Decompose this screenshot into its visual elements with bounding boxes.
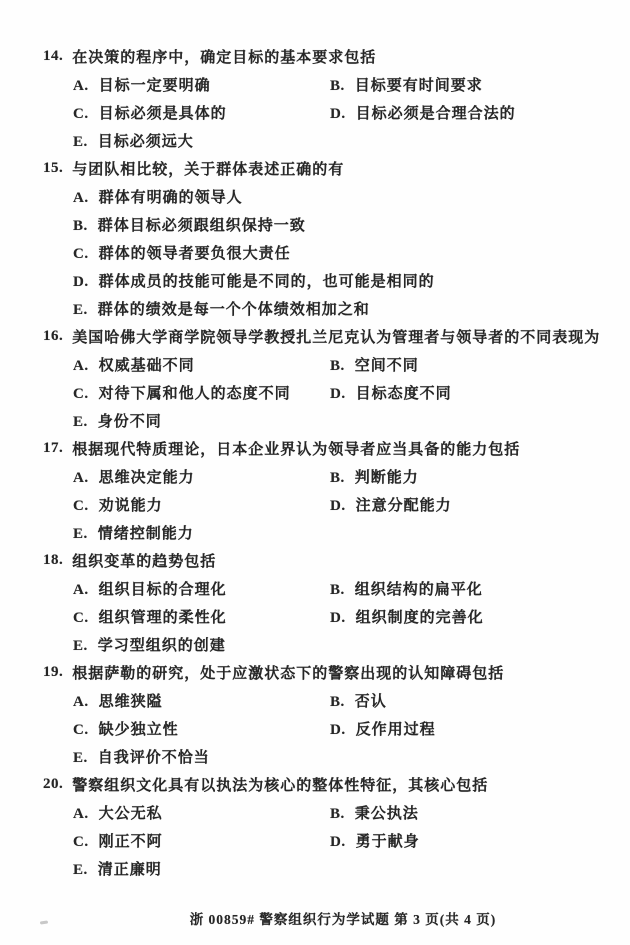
option-text: 目标态度不同 <box>355 385 452 402</box>
option <box>330 74 483 95</box>
question <box>0 770 630 882</box>
option <box>330 494 452 515</box>
option-letter: D. <box>330 385 346 402</box>
option-letter: B. <box>330 693 345 710</box>
option-text: 思维狭隘 <box>98 693 163 710</box>
question-text: 美国哈佛大学商学院领导学教授扎兰尼克认为管理者与领导者的不同表现为 <box>72 329 601 346</box>
option <box>73 466 330 487</box>
option-text: 群体的绩效是每一个个体绩效相加之和 <box>97 301 370 318</box>
question-text: 与团队相比较，关于群体表述正确的有 <box>72 161 345 178</box>
option-row <box>0 462 630 490</box>
option-text: 组织制度的完善化 <box>355 609 484 626</box>
option-text: 目标要有时间要求 <box>354 77 483 94</box>
option <box>73 102 330 123</box>
option-row <box>0 686 630 714</box>
option-letter: C. <box>73 833 89 850</box>
option-letter: A. <box>73 469 89 486</box>
option-row <box>0 182 630 210</box>
question-header <box>0 546 630 574</box>
question-number: 14. <box>43 47 64 64</box>
option <box>73 298 370 319</box>
option-text: 群体有明确的领导人 <box>98 189 243 206</box>
option-letter: C. <box>73 721 89 738</box>
option <box>73 522 194 543</box>
option <box>330 802 419 823</box>
option-text: 思维决定能力 <box>98 469 195 486</box>
question-header <box>0 42 630 70</box>
question-text: 根据现代特质理论，日本企业界认为领导者应当具备的能力包括 <box>72 441 521 458</box>
option <box>73 74 330 95</box>
option-row <box>0 406 630 434</box>
option <box>73 858 162 879</box>
question-header <box>0 770 630 798</box>
option <box>73 410 162 431</box>
option-letter: E. <box>73 861 88 878</box>
option-letter: B. <box>330 469 345 486</box>
option-text: 清正廉明 <box>97 861 162 878</box>
option-text: 判断能力 <box>354 469 419 486</box>
question-text: 在决策的程序中，确定目标的基本要求包括 <box>72 49 377 66</box>
option-text: 群体成员的技能可能是不同的，也可能是相同的 <box>98 273 435 290</box>
option-letter: E. <box>73 525 88 542</box>
option-text: 大公无私 <box>98 805 163 822</box>
option-letter: B. <box>73 217 88 234</box>
question-text: 警察组织文化具有以执法为核心的整体性特征，其核心包括 <box>72 777 489 794</box>
option-text: 目标必须是合理合法的 <box>355 105 516 122</box>
option-text: 组织目标的合理化 <box>98 581 227 598</box>
option <box>73 606 330 627</box>
question <box>0 322 630 434</box>
option-letter: E. <box>73 637 88 654</box>
option-letter: C. <box>73 497 89 514</box>
option-letter: E. <box>73 301 88 318</box>
option-letter: D. <box>330 105 346 122</box>
option-letter: A. <box>73 693 89 710</box>
question <box>0 658 630 770</box>
option <box>330 606 484 627</box>
question-number: 16. <box>43 327 64 344</box>
option <box>330 466 419 487</box>
option-row <box>0 210 630 238</box>
option-row <box>0 574 630 602</box>
option <box>330 578 483 599</box>
option-text: 组织结构的扁平化 <box>354 581 483 598</box>
option-text: 目标必须是具体的 <box>98 105 227 122</box>
option-row <box>0 854 630 882</box>
option-letter: D. <box>73 273 89 290</box>
option <box>73 382 330 403</box>
option-text: 学习型组织的创建 <box>97 637 226 654</box>
option-text: 否认 <box>354 693 387 710</box>
option <box>330 690 387 711</box>
question <box>0 42 630 154</box>
question-number: 15. <box>43 159 64 176</box>
option-row <box>0 798 630 826</box>
option-text: 勇于献身 <box>355 833 420 850</box>
option <box>73 186 243 207</box>
option <box>73 214 306 235</box>
option-text: 情绪控制能力 <box>97 525 194 542</box>
question-header <box>0 154 630 182</box>
option <box>73 690 330 711</box>
option-row <box>0 378 630 406</box>
option-text: 群体的领导者要负很大责任 <box>98 245 291 262</box>
option-letter: A. <box>73 581 89 598</box>
option-row <box>0 714 630 742</box>
option <box>73 746 210 767</box>
option-row <box>0 98 630 126</box>
option-text: 反作用过程 <box>355 721 436 738</box>
option <box>73 270 435 291</box>
option <box>73 830 330 851</box>
option-letter: B. <box>330 581 345 598</box>
option-letter: C. <box>73 385 89 402</box>
page-footer <box>0 908 630 928</box>
option-row <box>0 238 630 266</box>
option-letter: A. <box>73 77 89 94</box>
option-text: 目标一定要明确 <box>98 77 211 94</box>
option-text: 刚正不阿 <box>98 833 163 850</box>
option-row <box>0 518 630 546</box>
option-row <box>0 602 630 630</box>
option-letter: C. <box>73 245 89 262</box>
question-header <box>0 658 630 686</box>
option-text: 权威基础不同 <box>98 357 195 374</box>
option-letter: D. <box>330 497 346 514</box>
footer-text: 浙 00859# 警察组织行为学试题 第 3 页(共 4 页) <box>189 912 497 927</box>
option <box>330 830 420 851</box>
option <box>330 718 436 739</box>
option <box>73 802 330 823</box>
option-letter: C. <box>73 609 89 626</box>
option-row <box>0 70 630 98</box>
question-number: 17. <box>43 439 64 456</box>
option-row <box>0 126 630 154</box>
option-letter: E. <box>73 749 88 766</box>
option-letter: A. <box>73 189 89 206</box>
option-text: 目标必须远大 <box>97 133 194 150</box>
option-row <box>0 266 630 294</box>
question <box>0 434 630 546</box>
question-text: 根据萨勒的研究，处于应激状态下的警察出现的认知障碍包括 <box>72 665 505 682</box>
question-number: 20. <box>43 775 64 792</box>
option <box>73 718 330 739</box>
option-letter: D. <box>330 721 346 738</box>
question-header <box>0 434 630 462</box>
option-row <box>0 350 630 378</box>
option-text: 秉公执法 <box>354 805 419 822</box>
option <box>73 130 194 151</box>
option <box>73 242 291 263</box>
option-row <box>0 826 630 854</box>
option-letter: A. <box>73 357 89 374</box>
option-text: 缺少独立性 <box>98 721 179 738</box>
option-row <box>0 294 630 322</box>
option <box>73 634 226 655</box>
option-row <box>0 742 630 770</box>
option-text: 注意分配能力 <box>355 497 452 514</box>
option-letter: B. <box>330 357 345 374</box>
option-letter: C. <box>73 105 89 122</box>
question-number: 19. <box>43 663 64 680</box>
option <box>73 578 330 599</box>
option-letter: D. <box>330 833 346 850</box>
option-letter: B. <box>330 805 345 822</box>
option-text: 空间不同 <box>354 357 419 374</box>
option-text: 劝说能力 <box>98 497 163 514</box>
option-text: 身份不同 <box>97 413 162 430</box>
option-row <box>0 630 630 658</box>
option-letter: D. <box>330 609 346 626</box>
option-letter: A. <box>73 805 89 822</box>
option-row <box>0 490 630 518</box>
option-text: 自我评价不恰当 <box>97 749 210 766</box>
question-number: 18. <box>43 551 64 568</box>
option-letter: E. <box>73 133 88 150</box>
option-text: 对待下属和他人的态度不同 <box>98 385 291 402</box>
option <box>73 494 330 515</box>
question-text: 组织变革的趋势包括 <box>72 553 217 570</box>
option-letter: B. <box>330 77 345 94</box>
option <box>330 354 419 375</box>
option <box>330 382 452 403</box>
option-text: 组织管理的柔性化 <box>98 609 227 626</box>
option <box>73 354 330 375</box>
question <box>0 154 630 322</box>
question-header <box>0 322 630 350</box>
question <box>0 546 630 658</box>
option <box>330 102 516 123</box>
option-text: 群体目标必须跟组织保持一致 <box>97 217 306 234</box>
option-letter: E. <box>73 413 88 430</box>
